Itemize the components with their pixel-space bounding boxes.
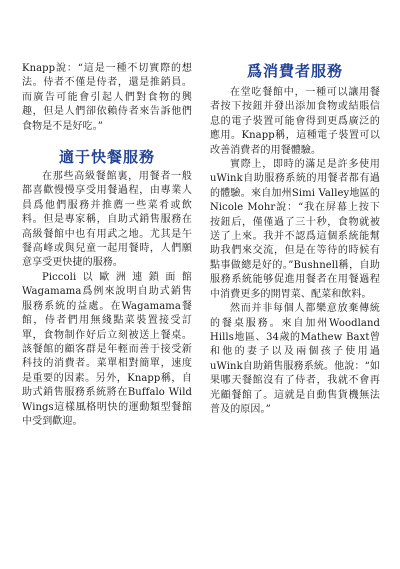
- left-paragraph-1: 在那些高級餐館裏，用餐者一般都喜歡慢慢享受用餐過程，由專業人員爲他們服務并推薦一些菜肴或飲料。但是專家稱，自助式銷售服務在高級餐館中也有用武之地。尤其是午餐高峰或與兒童一起用餐時，人們願意享受更快捷的服務。: [22, 171, 192, 269]
- section-heading-consumer-service: 爲消費者服務: [246, 62, 343, 80]
- left-intro-paragraph: Knapp說：“這是一種不切實際的想法。侍者不僅是侍者，還是推銷員。而廣告可能會引起人們對食物的興趣，但是人們卻依賴侍者來告訴他們食物是不是好吃。”: [22, 63, 192, 132]
- right-paragraph-2: 實際上，即時的滿足是許多使用uWink自助服務系統的用餐者都有過的體驗。來自加州Simi Valley地區的Nicole Mohr說：“我在屏幕上按下按鈕后，僅僅過了三十秒，食物就被送了上來。我并不認爲這個系統能幫助我們來交流，但是在等待的時候有點事做總是好的。”Bushnell稱，自助服務系統能够促進用餐者在用餐過程中消費更多的開胃菜、配菜和飲料。: [210, 159, 380, 300]
- left-paragraph-2: Piccoli以歐洲連鎖面館Wagamama爲例來說明自助式銷售服務系統的益處。在Wagamama餐館，侍者們用無綫點菜裝置接受訂單，食物制作好后立刻被送上餐桌。該餐館的顧客群是年輕而善于接受新科技的消費者。菜單相對簡單，速度是重要的因素。另外，Knapp稱，自助式銷售服務系統將在Buffalo Wild Wings這樣風格明快的運動類型餐館中受到歡迎。: [22, 271, 192, 427]
- left-column: [22, 62, 192, 429]
- section-heading-fast-food: 適于快餐服務: [58, 148, 155, 167]
- right-paragraph-3: 然而并非每個人都樂意放棄傳統的餐桌服務。來自加州Woodland Hills地區、34歲的Mathew Baxt曾和他的妻子以及兩個孩子使用過uWink自助銷售服務系統。他說：“如果哪天餐館沒有了侍者，我就不會再光顧餐館了。這就是自動售貨機無法普及的原因。”: [210, 303, 380, 415]
- right-paragraph-1: 在堂吃餐館中，一種可以讓用餐者按下按鈕并發出添加食物或結賬信息的電子裝置可能會得到更爲廣泛的應用。Knapp稱，這種電子裝置可以改善消費者的用餐體驗。: [210, 87, 380, 156]
- article-page: [22, 62, 380, 532]
- right-column: [210, 62, 380, 417]
